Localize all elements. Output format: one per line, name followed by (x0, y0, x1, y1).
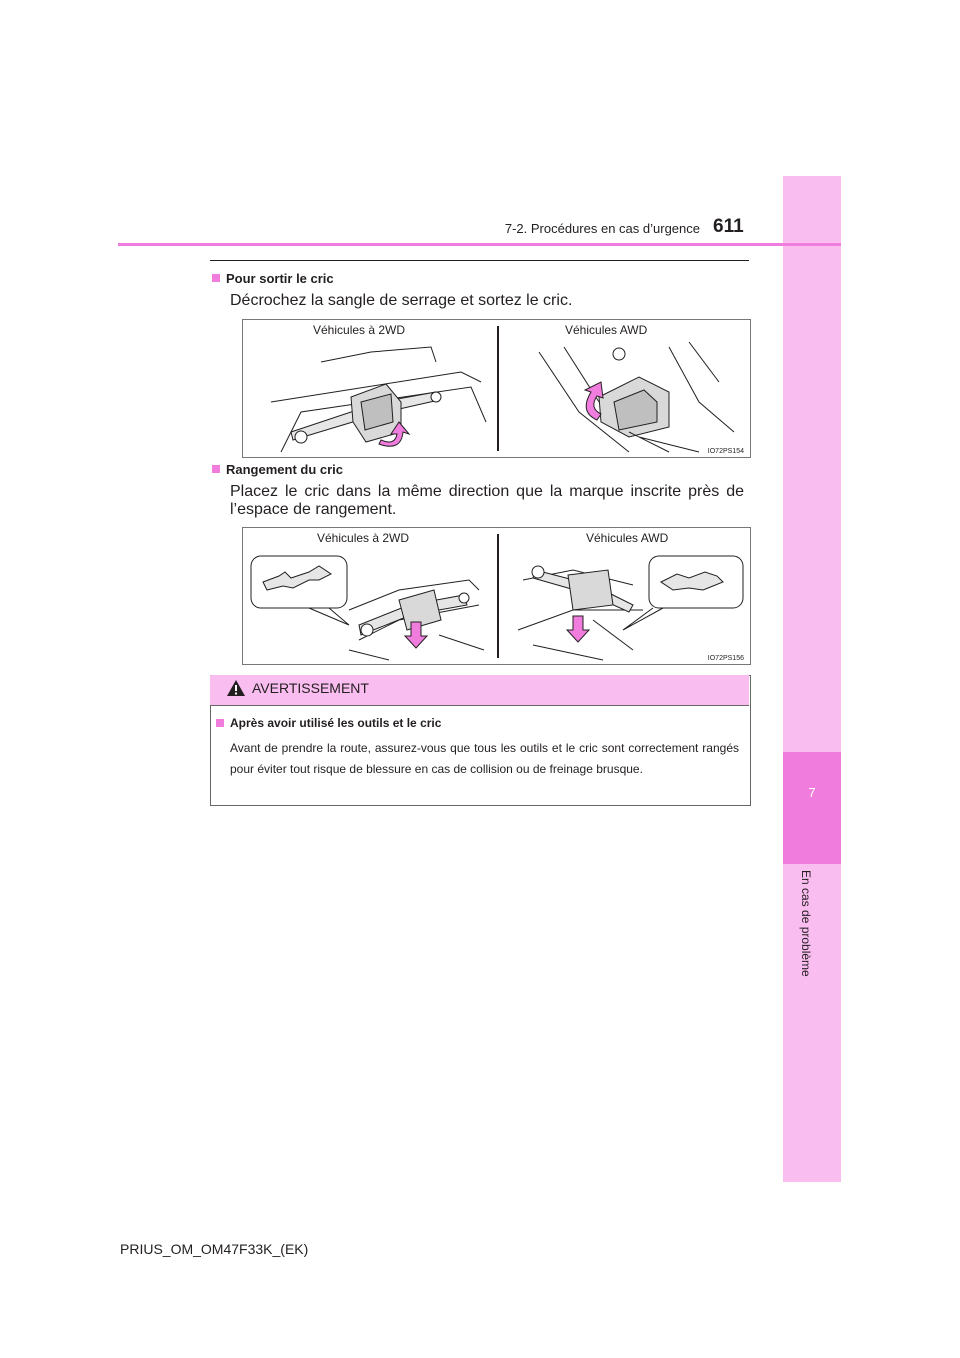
figure-caption-2wd: Véhicules à 2WD (317, 531, 410, 545)
chapter-title (783, 870, 841, 980)
figure-caption-2wd: Véhicules à 2WD (313, 323, 406, 337)
jack-storage-illustration-awd (513, 550, 745, 662)
figure-code: IO72PS154 (707, 448, 744, 455)
section-heading-store-jack (212, 462, 343, 477)
warning-text: Avant de prendre la route, assurez-vous que tous les outils et le cric sont correctement rangés pour éviter tout risque de blessure en cas de collision ou de freinage brusque. (230, 741, 739, 776)
chapter-title-text: En cas de problème (799, 870, 813, 977)
section-text-store-jack: Placez le cric dans la même direction que la marque inscrite près de l’espace de rangement. (230, 483, 744, 518)
figure-code: IO72PS156 (707, 655, 744, 662)
figure-divider (497, 534, 499, 658)
section-text-remove-jack: Décrochez la sangle de serrage et sortez le cric. (230, 292, 573, 309)
bullet-square-icon (216, 719, 224, 727)
figure-divider (497, 326, 499, 451)
chapter-side-tab-marker (783, 752, 841, 864)
page-number: 611 (713, 216, 744, 237)
warning-heading-text: Après avoir utilisé les outils et le cric (230, 716, 442, 730)
jack-illustration-2wd (261, 342, 491, 454)
warning-title: AVERTISSEMENT (252, 680, 369, 696)
section-heading-text: Rangement du cric (226, 462, 344, 477)
figure-caption-awd: Véhicules AWD (586, 531, 669, 545)
chapter-number: 7 (808, 785, 816, 800)
footer-doc-code: PRIUS_OM_OM47F33K_(EK) (120, 1241, 309, 1257)
header-section-title: 7-2. Procédures en cas d’urgence (504, 221, 700, 236)
jack-illustration-awd (519, 342, 744, 454)
figure-remove-jack (242, 319, 751, 458)
warning-triangle-icon (226, 679, 246, 697)
header-rule (118, 243, 841, 246)
chapter-side-tab (783, 176, 841, 1182)
figure-store-jack (242, 527, 751, 665)
warning-heading (216, 716, 441, 730)
figure-caption-awd: Véhicules AWD (565, 323, 648, 337)
jack-storage-illustration-2wd (249, 550, 493, 662)
bullet-square-icon (212, 465, 220, 473)
section-heading-text: Pour sortir le cric (226, 271, 334, 286)
section-heading-remove-jack (212, 271, 334, 286)
bullet-square-icon (212, 274, 220, 282)
content-top-rule (210, 260, 749, 261)
